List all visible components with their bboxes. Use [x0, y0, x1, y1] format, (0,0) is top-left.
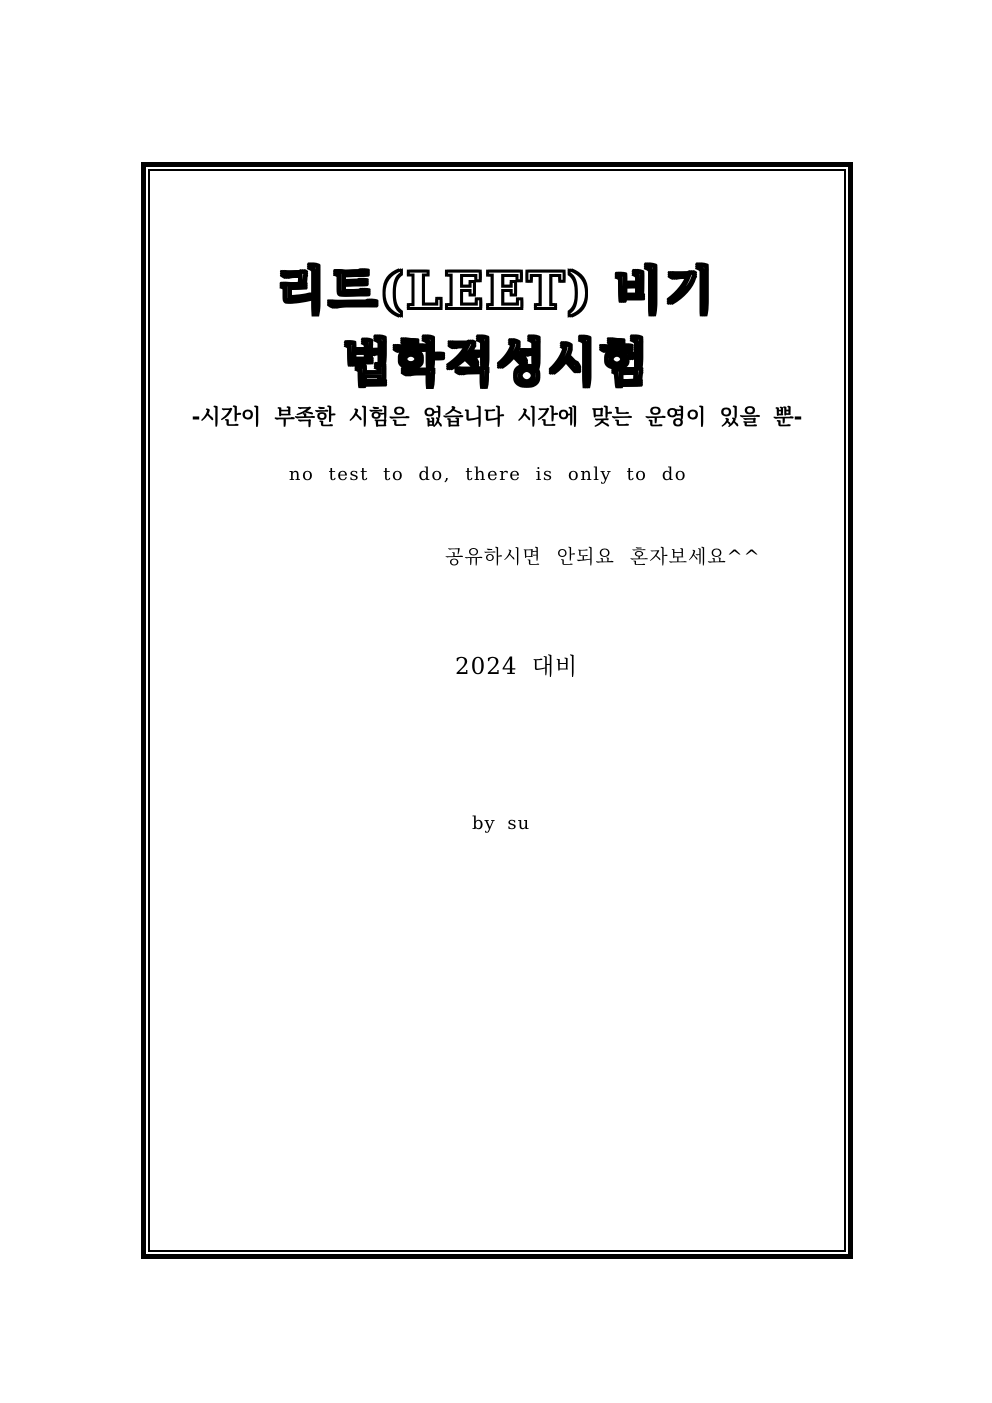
- edition-year: 2024 대비: [455, 654, 579, 680]
- cover-title-line-1: 리트(LEET) 비기: [277, 261, 717, 320]
- cover-title-line-2: 법학적성시험: [343, 333, 651, 392]
- english-quote: no test to do, there is only to do: [288, 464, 688, 485]
- cover-border-frame: [141, 162, 853, 1259]
- cover-subtitle: -시간이 부족한 시험은 없습니다 시간에 맞는 운영이 있을 뿐-: [191, 405, 803, 429]
- share-warning-note: 공유하시면 안되요 혼자보세요^^: [445, 546, 761, 568]
- author-byline: by su: [472, 813, 531, 834]
